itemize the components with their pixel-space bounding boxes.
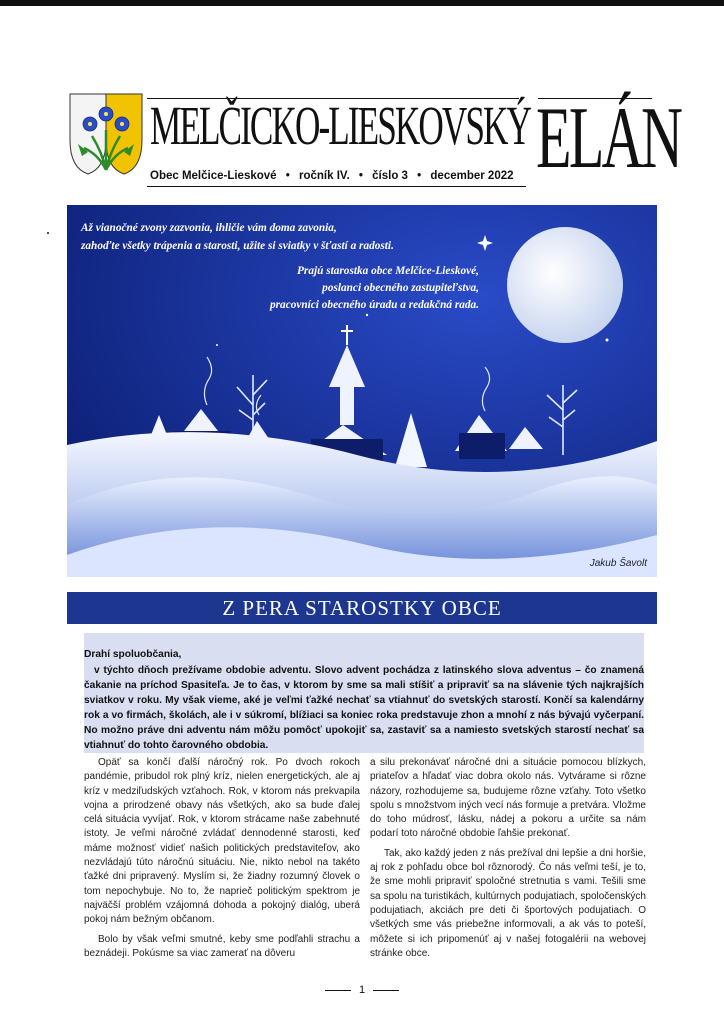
christmas-greeting — [81, 219, 394, 255]
volume: ročník IV. — [299, 170, 350, 182]
cover-illustration — [67, 205, 657, 577]
intro-paragraph: v týchto dňoch prežívame obdobie adventu. Slovo advent pochádza z latinského slova adventus – čo znamená čakanie na príchod Spasiteľa. Je to čas, v ktorom by sme sa mali stíšiť a pripraviť sa na slávenie tých najkrajších sviatkov v roku. My však vieme, aké je veľmi ťažké nechať sa vtiahnuť do svetských starostí. Končí sa kalendárny rok a vo firmách, školách, ale i v súkromí, blížiaci sa koniec roka predstavuje zhon a mnohí z nás bývajú vyčerpaní. No možno práve dni adventu nám môžu pomôcť upokojiť sa, zastaviť sa a namiesto svetských starostí nechať sa vtiahnuť do tohto čarovného obdobia. — [84, 665, 644, 751]
article-column-left — [84, 756, 360, 966]
greeting-signature — [270, 263, 479, 314]
issue-date: december 2022 — [430, 170, 514, 182]
footer-dash — [373, 990, 399, 991]
masthead-subline — [150, 170, 520, 182]
separator: • — [358, 170, 363, 182]
footer-dash — [325, 990, 351, 991]
signature-line: pracovníci obecného úradu a redakčná rada. — [270, 299, 479, 311]
municipality-name: Obec Melčice-Lieskové — [150, 170, 277, 182]
page-footer — [0, 984, 724, 996]
signature-line: Prajú starostka obce Melčice-Lieskové, — [297, 265, 479, 277]
masthead-title-accent: ELÁN — [536, 90, 681, 187]
scan-speck — [47, 232, 49, 234]
intro-text — [84, 647, 644, 753]
salutation: Drahí spoluobčania, — [84, 649, 182, 660]
masthead-title: MELČICKO-LIESKOVSKÝ — [150, 95, 531, 156]
municipal-crest-logo — [68, 92, 144, 176]
masthead-rule-bottom — [147, 186, 526, 187]
article-paragraph: Tak, ako každý jeden z nás prežíval dni lepšie a dni horšie, aj rok z pohľadu obce bol rôznorodý. Čo nás veľmi teší, je to, že sme mohli pripraviť spoločné stretnutia s vami. Tešili sme sa spolu na turistikách, kultúrnych podujatiach, spoločenských podujatiach, akciách pre deti či športových podujatiach. O všetkých sme vás priebežne informovali, a ak vás to poteší, môžete si ich pripomenúť aj v našej fotogalérii na webovej stránke obce. — [370, 847, 646, 959]
separator: • — [417, 170, 422, 182]
issue-number: číslo 3 — [372, 170, 408, 182]
separator: • — [285, 170, 290, 182]
page-number: 1 — [358, 984, 366, 996]
article-column-right — [370, 756, 646, 966]
winter-night-painting — [67, 205, 657, 577]
greeting-line: Až vianočné zvony zazvonia, ihličie vám doma zavonia, — [81, 222, 337, 234]
greeting-line: zahoďte všetky trápenia a starosti, užite si sviatky v šťastí a radosti. — [81, 240, 394, 252]
signature-line: poslanci obecného zastupiteľstva, — [322, 282, 479, 294]
article-paragraph: Bolo by však veľmi smutné, keby sme podľahli strachu a beznádeji. Pokúsme sa viac zamerať na dôveru — [84, 933, 360, 959]
article-paragraph: a silu prekonávať náročné dni a situácie pomocou blízkych, priateľov a hľadať viac dobra okolo nás. Vytvárame si rôzne názory, rozhodujeme sa, budujeme rôzne vzťahy. Toto všetko spolu s množstvom iných vecí nás formuje a pretvára. Vložme do toho múdrosť, lásku, nádej a pokoru a určite sa nám podarí toto náročné obdobie ľahšie prekonať. — [370, 757, 646, 840]
article-paragraph: Opäť sa končí ďalší náročný rok. Po dvoch rokoch pandémie, pribudol rok plný kríz, nielen energetických, ale aj kríz v medziľudských vzťahoch. Rok, v ktorom nás prekvapila vojna a prirodzené obavy nás všetkých, ako sa bude ďalej celá situácia vyvíjať. Rok, v ktorom strácame naše zabehnuté istoty. Je veľmi náročné zvládať dennodenné starosti, keď máme možnosť vidieť našich politických predstaviteľov, ako nezvládajú túto náročnú situáciu. Nie, nikto nebol na takéto ťažké dni pripravený. Myslím si, že žiadny rozumný človek o tom nepochybuje. No to, že naprieč politickým spektrom je najväčší problém vzájomná dohoda a pokojný dialóg, uberá pokoj nám bežným občanom. — [84, 757, 360, 926]
moon-icon — [507, 227, 623, 343]
artist-credit: Jakub Šavolt — [589, 558, 647, 569]
top-border — [0, 0, 724, 6]
section-heading: Z PERA STAROSTKY OBCE — [67, 592, 657, 624]
